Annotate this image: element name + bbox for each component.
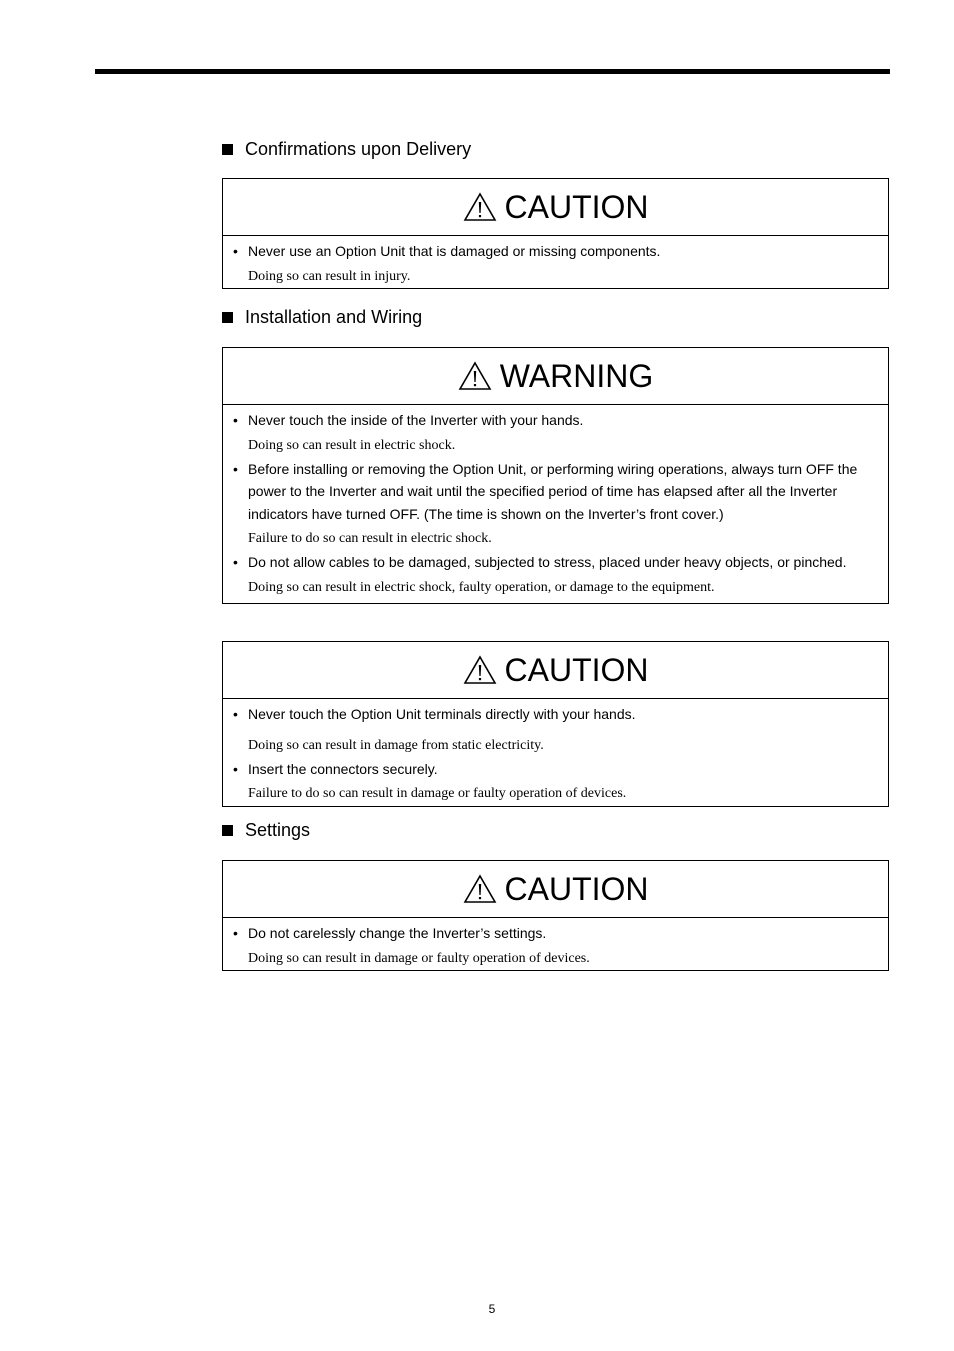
section-heading-text: Settings	[245, 820, 311, 840]
box-body	[223, 405, 888, 604]
section-heading-settings	[222, 819, 310, 841]
item-note: Doing so can result in damage from static electricity.	[248, 737, 544, 753]
list-item	[233, 458, 876, 526]
section-heading-text: Installation and Wiring	[245, 307, 423, 327]
square-bullet-icon	[222, 825, 233, 836]
warning-triangle-icon	[458, 361, 492, 391]
warning-triangle-icon	[463, 655, 497, 685]
item-text: Do not carelessly change the Inverter’s settings.	[248, 925, 547, 941]
box-header	[223, 642, 888, 699]
box-title: CAUTION	[504, 651, 649, 688]
box-header	[223, 348, 888, 405]
section-heading-text: Confirmations upon Delivery	[245, 139, 472, 159]
section-heading-delivery	[222, 138, 471, 160]
box-title: CAUTION	[504, 870, 649, 907]
box-header	[223, 179, 888, 236]
caution-box-delivery	[222, 178, 889, 289]
item-note: Doing so can result in injury.	[248, 268, 411, 284]
box-header	[223, 861, 888, 918]
square-bullet-icon	[222, 144, 233, 155]
box-body	[223, 699, 888, 810]
top-rule	[95, 69, 890, 74]
warning-triangle-icon	[463, 874, 497, 904]
bullet: •	[233, 925, 238, 941]
bullet: •	[233, 412, 238, 428]
list-item	[233, 551, 876, 574]
item-note: Doing so can result in electric shock.	[248, 437, 456, 453]
page-number: 5	[488, 1302, 496, 1316]
item-note: Doing so can result in electric shock, faulty operation, or damage to the equipment.	[248, 579, 715, 595]
list-item	[233, 409, 876, 432]
warning-box-installation	[222, 347, 889, 604]
item-note: Doing so can result in damage or faulty operation of devices.	[248, 950, 590, 966]
item-text: Before installing or removing the Option Unit, or performing wiring operations, always turn OFF the power to the Inverter and wait until the specified period of time has elapsed after all the Inverter indicators have turned OFF. (The time is shown on the Inverter’s front cover.)	[248, 460, 858, 522]
bullet: •	[233, 706, 238, 722]
bullet: •	[233, 554, 238, 570]
item-text: Insert the connectors securely.	[248, 760, 438, 777]
list-item	[233, 240, 876, 263]
box-title: WARNING	[499, 357, 654, 394]
bullet: •	[233, 760, 238, 777]
box-title: CAUTION	[504, 188, 649, 225]
item-text: Do not allow cables to be damaged, subjected to stress, placed under heavy objects, or pinched.	[248, 554, 847, 570]
list-item	[233, 758, 876, 781]
item-text: Never use an Option Unit that is damaged or missing components.	[248, 243, 661, 259]
caution-box-terminals	[222, 641, 889, 807]
warning-triangle-icon	[463, 192, 497, 222]
box-body	[223, 236, 888, 293]
list-item	[233, 703, 876, 726]
bullet: •	[233, 460, 238, 477]
caution-box-settings	[222, 860, 889, 971]
box-body	[223, 918, 888, 975]
item-text: Never touch the inside of the Inverter with your hands.	[248, 412, 584, 428]
item-note: Failure to do so can result in damage or faulty operation of devices.	[248, 786, 627, 801]
bullet: •	[233, 243, 238, 259]
square-bullet-icon	[222, 312, 233, 323]
section-heading-installation	[222, 306, 422, 328]
item-text: Never touch the Option Unit terminals directly with your hands.	[248, 706, 636, 722]
list-item	[233, 922, 876, 945]
item-note: Failure to do so can result in electric shock.	[248, 531, 492, 546]
